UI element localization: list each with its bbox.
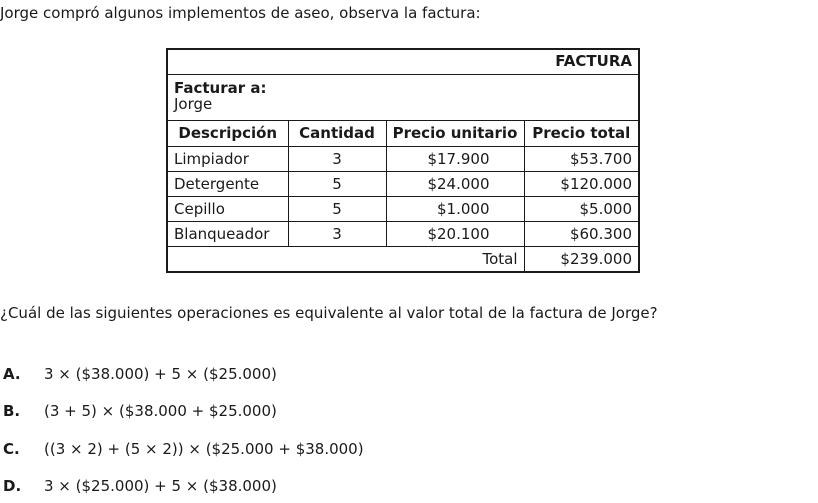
item-total-price: $5.000	[524, 196, 638, 221]
option-text: ((3 × 2) + (5 × 2)) × ($25.000 + $38.000)	[44, 440, 364, 458]
option-text: (3 + 5) × ($38.000 + $25.000)	[44, 402, 277, 420]
total-value: $239.000	[524, 246, 638, 271]
item-quantity: 5	[288, 196, 386, 221]
column-header-unit-price: Precio unitario	[386, 121, 524, 146]
item-unit-price: $24.000	[386, 171, 524, 196]
total-row	[168, 246, 638, 271]
total-label: Total	[168, 246, 524, 271]
table-header-row	[168, 121, 638, 146]
item-description: Cepillo	[168, 196, 288, 221]
table-row	[168, 171, 638, 196]
column-header-description: Descripción	[168, 121, 288, 146]
invoice-header	[168, 50, 638, 75]
item-total-price: $120.000	[524, 171, 638, 196]
column-header-quantity: Cantidad	[288, 121, 386, 146]
option-letter: C.	[3, 440, 20, 458]
column-header-total-price: Precio total	[524, 121, 638, 146]
item-total-price: $60.300	[524, 221, 638, 246]
bill-to-section	[168, 75, 638, 121]
table-row	[168, 196, 638, 221]
item-description: Blanqueador	[168, 221, 288, 246]
bill-to-label: Facturar a:	[174, 79, 267, 97]
bill-to-name: Jorge	[174, 95, 213, 113]
invoice	[166, 48, 640, 273]
question-text: ¿Cuál de las siguientes operaciones es equivalente al valor total de la factura de Jorge?	[0, 304, 658, 322]
item-unit-price: $20.100	[386, 221, 524, 246]
option-text: 3 × ($38.000) + 5 × ($25.000)	[44, 365, 277, 383]
item-quantity: 3	[288, 221, 386, 246]
item-quantity: 3	[288, 146, 386, 171]
option-letter: D.	[3, 477, 22, 495]
intro-text: Jorge compró algunos implementos de aseo, observa la factura:	[0, 4, 481, 22]
item-description: Detergente	[168, 171, 288, 196]
item-quantity: 5	[288, 171, 386, 196]
table-row	[168, 221, 638, 246]
option-text: 3 × ($25.000) + 5 × ($38.000)	[44, 477, 277, 495]
item-description: Limpiador	[168, 146, 288, 171]
item-unit-price: $1.000	[386, 196, 524, 221]
option-letter: A.	[3, 365, 21, 383]
option-letter: B.	[3, 402, 21, 420]
invoice-items-table	[168, 121, 638, 271]
invoice-title: FACTURA	[555, 52, 632, 70]
table-row	[168, 146, 638, 171]
item-total-price: $53.700	[524, 146, 638, 171]
item-unit-price: $17.900	[386, 146, 524, 171]
